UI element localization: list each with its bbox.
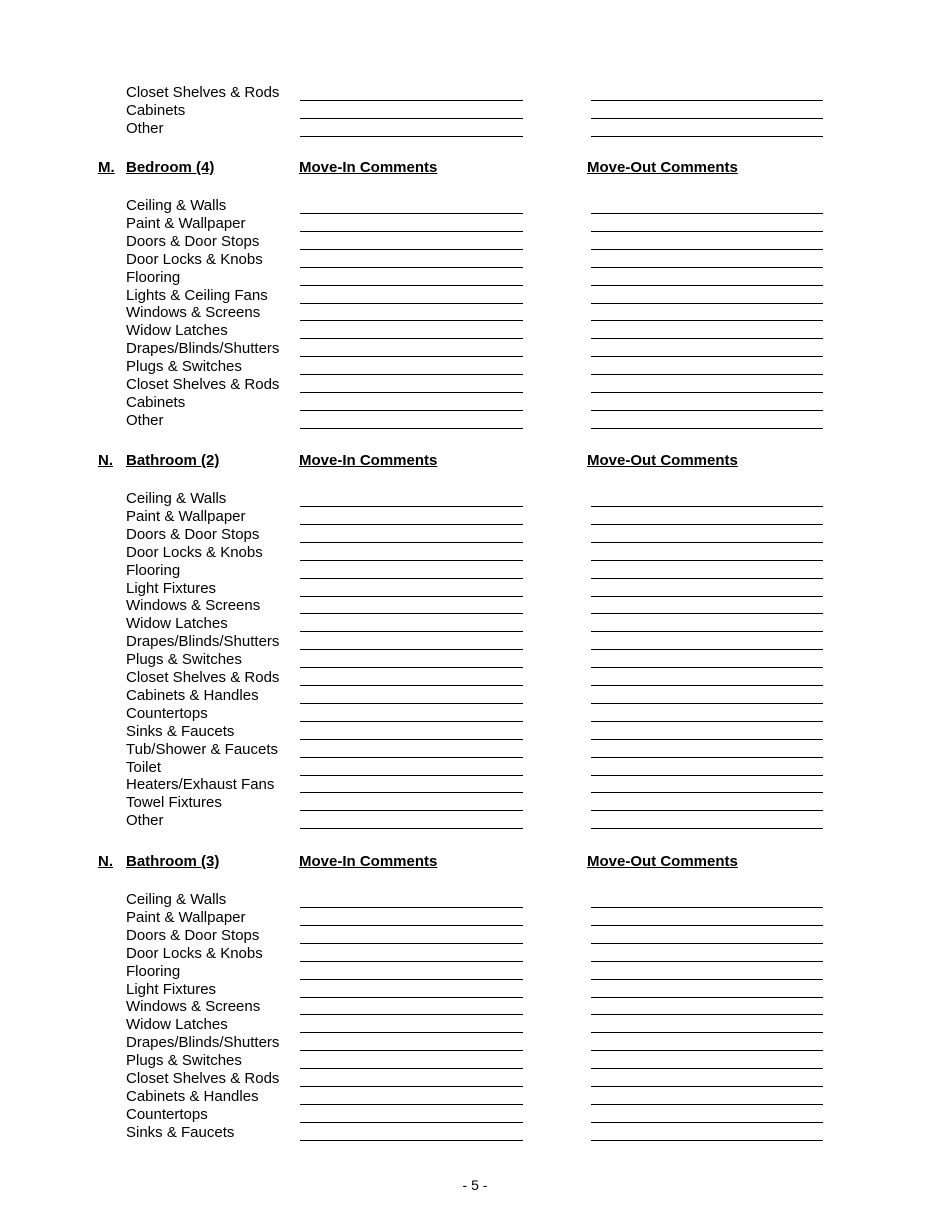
move-out-header: Move-Out Comments xyxy=(587,452,738,469)
item-label: Cabinets xyxy=(126,101,186,119)
move-in-comment-line[interactable] xyxy=(300,828,523,829)
item-label: Ceiling & Walls xyxy=(126,891,227,908)
item-label: Countertops xyxy=(126,1105,208,1123)
move-in-comment-line[interactable] xyxy=(300,907,523,908)
move-out-comment-line[interactable] xyxy=(591,374,823,375)
move-out-comment-line[interactable] xyxy=(591,703,823,704)
checklist-row xyxy=(0,1016,950,1034)
item-label: Heaters/Exhaust Fans xyxy=(126,776,275,794)
move-in-comment-line[interactable] xyxy=(300,739,523,740)
move-out-comment-line[interactable] xyxy=(591,303,823,304)
checklist-row xyxy=(0,597,950,615)
item-label: Drapes/Blinds/Shutters xyxy=(126,1034,280,1052)
move-out-comment-line[interactable] xyxy=(591,613,823,614)
checklist-row xyxy=(0,723,950,741)
page-number: - 5 - xyxy=(462,1177,488,1193)
move-in-comment-line[interactable] xyxy=(300,213,523,214)
move-out-comment-line[interactable] xyxy=(591,231,823,232)
checklist-row xyxy=(0,1124,950,1142)
move-out-comment-line[interactable] xyxy=(591,775,823,776)
section-heading xyxy=(0,852,950,872)
move-out-comment-line[interactable] xyxy=(591,410,823,411)
item-label: Paint & Wallpaper xyxy=(126,214,246,232)
move-in-comment-line[interactable] xyxy=(300,775,523,776)
move-out-comment-line[interactable] xyxy=(591,118,823,119)
checklist-row xyxy=(0,340,950,358)
move-in-comment-line[interactable] xyxy=(300,792,523,793)
move-out-comment-line[interactable] xyxy=(591,1104,823,1105)
item-label: Other xyxy=(126,119,164,137)
move-in-comment-line[interactable] xyxy=(300,410,523,411)
move-out-comment-line[interactable] xyxy=(591,1032,823,1033)
move-in-comment-line[interactable] xyxy=(300,961,523,962)
move-in-comment-line[interactable] xyxy=(300,560,523,561)
move-in-comment-line[interactable] xyxy=(300,979,523,980)
move-out-comment-line[interactable] xyxy=(591,596,823,597)
move-in-comment-line[interactable] xyxy=(300,1068,523,1069)
checklist-row xyxy=(0,287,950,305)
move-out-comment-line[interactable] xyxy=(591,721,823,722)
item-label: Drapes/Blinds/Shutters xyxy=(126,633,280,651)
move-out-comment-line[interactable] xyxy=(591,739,823,740)
move-out-header: Move-Out Comments xyxy=(587,853,738,870)
section-heading xyxy=(0,451,950,471)
move-in-header: Move-In Comments xyxy=(299,452,438,469)
move-in-comment-line[interactable] xyxy=(300,1140,523,1141)
move-in-comment-line[interactable] xyxy=(300,320,523,321)
section-title: Bedroom (4) xyxy=(126,159,215,176)
move-out-comment-line[interactable] xyxy=(591,757,823,758)
item-label: Plugs & Switches xyxy=(126,358,242,376)
move-in-comment-line[interactable] xyxy=(300,428,523,429)
checklist-row xyxy=(0,998,950,1016)
item-label: Doors & Door Stops xyxy=(126,525,260,543)
move-out-comment-line[interactable] xyxy=(591,685,823,686)
item-label: Widow Latches xyxy=(126,1016,228,1034)
item-label: Sinks & Faucets xyxy=(126,1123,235,1141)
item-label: Cabinets xyxy=(126,393,186,411)
checklist-row xyxy=(0,412,950,430)
checklist-row xyxy=(0,1070,950,1088)
move-in-comment-line[interactable] xyxy=(300,578,523,579)
item-label: Windows & Screens xyxy=(126,998,261,1016)
move-in-comment-line[interactable] xyxy=(300,925,523,926)
checklist-row xyxy=(0,633,950,651)
move-out-comment-line[interactable] xyxy=(591,100,823,101)
item-label: Tub/Shower & Faucets xyxy=(126,740,279,758)
move-out-comment-line[interactable] xyxy=(591,338,823,339)
checklist-row xyxy=(0,687,950,705)
item-label: Light Fixtures xyxy=(126,579,217,597)
checklist-row xyxy=(0,812,950,830)
checklist-row xyxy=(0,120,950,138)
item-label: Flooring xyxy=(126,962,181,980)
move-out-comment-line[interactable] xyxy=(591,631,823,632)
checklist-row xyxy=(0,1052,950,1070)
item-label: Door Locks & Knobs xyxy=(126,944,263,962)
move-in-comment-line[interactable] xyxy=(300,303,523,304)
move-in-comment-line[interactable] xyxy=(300,542,523,543)
checklist-row xyxy=(0,376,950,394)
move-in-comment-line[interactable] xyxy=(300,631,523,632)
move-in-comment-line[interactable] xyxy=(300,1050,523,1051)
move-out-comment-line[interactable] xyxy=(591,667,823,668)
move-in-header: Move-In Comments xyxy=(299,159,438,176)
move-in-comment-line[interactable] xyxy=(300,757,523,758)
item-label: Paint & Wallpaper xyxy=(126,507,246,525)
move-out-comment-line[interactable] xyxy=(591,560,823,561)
move-out-comment-line[interactable] xyxy=(591,961,823,962)
checklist-row xyxy=(0,508,950,526)
section-letter: M. xyxy=(98,159,115,176)
item-label: Towel Fixtures xyxy=(126,794,222,812)
move-in-comment-line[interactable] xyxy=(300,685,523,686)
move-out-comment-line[interactable] xyxy=(591,1122,823,1123)
move-out-comment-line[interactable] xyxy=(591,506,823,507)
item-label: Countertops xyxy=(126,704,208,722)
move-in-comment-line[interactable] xyxy=(300,374,523,375)
move-in-comment-line[interactable] xyxy=(300,1104,523,1105)
checklist-row xyxy=(0,304,950,322)
item-label: Drapes/Blinds/Shutters xyxy=(126,340,280,358)
move-in-comment-line[interactable] xyxy=(300,100,523,101)
checklist-row xyxy=(0,526,950,544)
move-in-comment-line[interactable] xyxy=(300,231,523,232)
checklist-row xyxy=(0,669,950,687)
item-label: Closet Shelves & Rods xyxy=(126,669,280,686)
item-label: Closet Shelves & Rods xyxy=(126,376,280,393)
checklist-row xyxy=(0,759,950,777)
move-out-comment-line[interactable] xyxy=(591,320,823,321)
checklist-row xyxy=(0,197,950,215)
move-in-comment-line[interactable] xyxy=(300,1014,523,1015)
checklist-row xyxy=(0,705,950,723)
checklist-row xyxy=(0,891,950,909)
move-out-comment-line[interactable] xyxy=(591,649,823,650)
item-label: Plugs & Switches xyxy=(126,1052,242,1070)
checklist-row xyxy=(0,794,950,812)
move-in-comment-line[interactable] xyxy=(300,249,523,250)
item-label: Doors & Door Stops xyxy=(126,926,260,944)
item-label: Widow Latches xyxy=(126,615,228,633)
section-letter: N. xyxy=(98,853,113,870)
item-label: Door Locks & Knobs xyxy=(126,543,263,561)
section-letter: N. xyxy=(98,452,113,469)
move-out-comment-line[interactable] xyxy=(591,1068,823,1069)
item-label: Door Locks & Knobs xyxy=(126,250,263,268)
move-out-comment-line[interactable] xyxy=(591,213,823,214)
item-label: Flooring xyxy=(126,561,181,579)
checklist-row xyxy=(0,251,950,269)
checklist-row xyxy=(0,84,950,102)
move-out-header: Move-Out Comments xyxy=(587,159,738,176)
item-label: Windows & Screens xyxy=(126,597,261,615)
move-in-comment-line[interactable] xyxy=(300,267,523,268)
move-out-comment-line[interactable] xyxy=(591,249,823,250)
move-out-comment-line[interactable] xyxy=(591,810,823,811)
item-label: Other xyxy=(126,812,164,830)
item-label: Ceiling & Walls xyxy=(126,197,227,214)
move-out-comment-line[interactable] xyxy=(591,267,823,268)
section-heading xyxy=(0,158,950,178)
move-in-comment-line[interactable] xyxy=(300,613,523,614)
checklist-row xyxy=(0,741,950,759)
checklist-row xyxy=(0,358,950,376)
move-out-comment-line[interactable] xyxy=(591,997,823,998)
move-out-comment-line[interactable] xyxy=(591,907,823,908)
move-out-comment-line[interactable] xyxy=(591,1014,823,1015)
move-in-comment-line[interactable] xyxy=(300,703,523,704)
move-in-comment-line[interactable] xyxy=(300,1086,523,1087)
move-out-comment-line[interactable] xyxy=(591,356,823,357)
item-label: Light Fixtures xyxy=(126,980,217,998)
move-out-comment-line[interactable] xyxy=(591,524,823,525)
checklist-row xyxy=(0,1088,950,1106)
item-label: Lights & Ceiling Fans xyxy=(126,286,268,304)
move-in-comment-line[interactable] xyxy=(300,136,523,137)
checklist-row xyxy=(0,102,950,120)
item-label: Cabinets & Handles xyxy=(126,686,259,704)
item-label: Windows & Screens xyxy=(126,304,261,322)
move-out-comment-line[interactable] xyxy=(591,1050,823,1051)
item-label: Flooring xyxy=(126,268,181,286)
move-out-comment-line[interactable] xyxy=(591,1086,823,1087)
checklist-row xyxy=(0,269,950,287)
move-in-comment-line[interactable] xyxy=(300,392,523,393)
item-label: Ceiling & Walls xyxy=(126,490,227,507)
checklist-row xyxy=(0,1034,950,1052)
checklist-row xyxy=(0,651,950,669)
checklist-row xyxy=(0,562,950,580)
move-out-comment-line[interactable] xyxy=(591,1140,823,1141)
checklist-row xyxy=(0,927,950,945)
item-label: Closet Shelves & Rods xyxy=(126,84,280,101)
move-in-comment-line[interactable] xyxy=(300,524,523,525)
section-title: Bathroom (3) xyxy=(126,853,220,870)
item-label: Widow Latches xyxy=(126,322,228,340)
move-in-comment-line[interactable] xyxy=(300,596,523,597)
move-out-comment-line[interactable] xyxy=(591,828,823,829)
move-in-comment-line[interactable] xyxy=(300,356,523,357)
checklist-row xyxy=(0,615,950,633)
item-label: Cabinets & Handles xyxy=(126,1087,259,1105)
move-out-comment-line[interactable] xyxy=(591,392,823,393)
checklist-row xyxy=(0,215,950,233)
item-label: Paint & Wallpaper xyxy=(126,908,246,926)
move-out-comment-line[interactable] xyxy=(591,792,823,793)
item-label: Closet Shelves & Rods xyxy=(126,1070,280,1087)
move-in-comment-line[interactable] xyxy=(300,943,523,944)
checklist-row xyxy=(0,945,950,963)
checklist-row xyxy=(0,233,950,251)
move-out-comment-line[interactable] xyxy=(591,979,823,980)
move-in-comment-line[interactable] xyxy=(300,1122,523,1123)
checklist-row xyxy=(0,1106,950,1124)
item-label: Other xyxy=(126,411,164,429)
checklist-row xyxy=(0,544,950,562)
move-in-comment-line[interactable] xyxy=(300,285,523,286)
checklist-row xyxy=(0,322,950,340)
move-out-comment-line[interactable] xyxy=(591,925,823,926)
move-in-comment-line[interactable] xyxy=(300,338,523,339)
checklist-row xyxy=(0,490,950,508)
checklist-row xyxy=(0,981,950,999)
move-in-comment-line[interactable] xyxy=(300,997,523,998)
move-in-header: Move-In Comments xyxy=(299,853,438,870)
move-in-comment-line[interactable] xyxy=(300,649,523,650)
move-out-comment-line[interactable] xyxy=(591,943,823,944)
item-label: Doors & Door Stops xyxy=(126,232,260,250)
move-in-comment-line[interactable] xyxy=(300,810,523,811)
checklist-row xyxy=(0,394,950,412)
move-out-comment-line[interactable] xyxy=(591,542,823,543)
move-out-comment-line[interactable] xyxy=(591,285,823,286)
item-label: Sinks & Faucets xyxy=(126,722,235,740)
checklist-row xyxy=(0,909,950,927)
move-in-comment-line[interactable] xyxy=(300,1032,523,1033)
item-label: Plugs & Switches xyxy=(126,651,242,669)
move-in-comment-line[interactable] xyxy=(300,667,523,668)
checklist-row xyxy=(0,963,950,981)
move-in-comment-line[interactable] xyxy=(300,506,523,507)
checklist-row xyxy=(0,580,950,598)
move-out-comment-line[interactable] xyxy=(591,578,823,579)
item-label: Toilet xyxy=(126,758,162,776)
section-title: Bathroom (2) xyxy=(126,452,220,469)
move-in-comment-line[interactable] xyxy=(300,721,523,722)
move-out-comment-line[interactable] xyxy=(591,136,823,137)
move-out-comment-line[interactable] xyxy=(591,428,823,429)
checklist-row xyxy=(0,776,950,794)
move-in-comment-line[interactable] xyxy=(300,118,523,119)
